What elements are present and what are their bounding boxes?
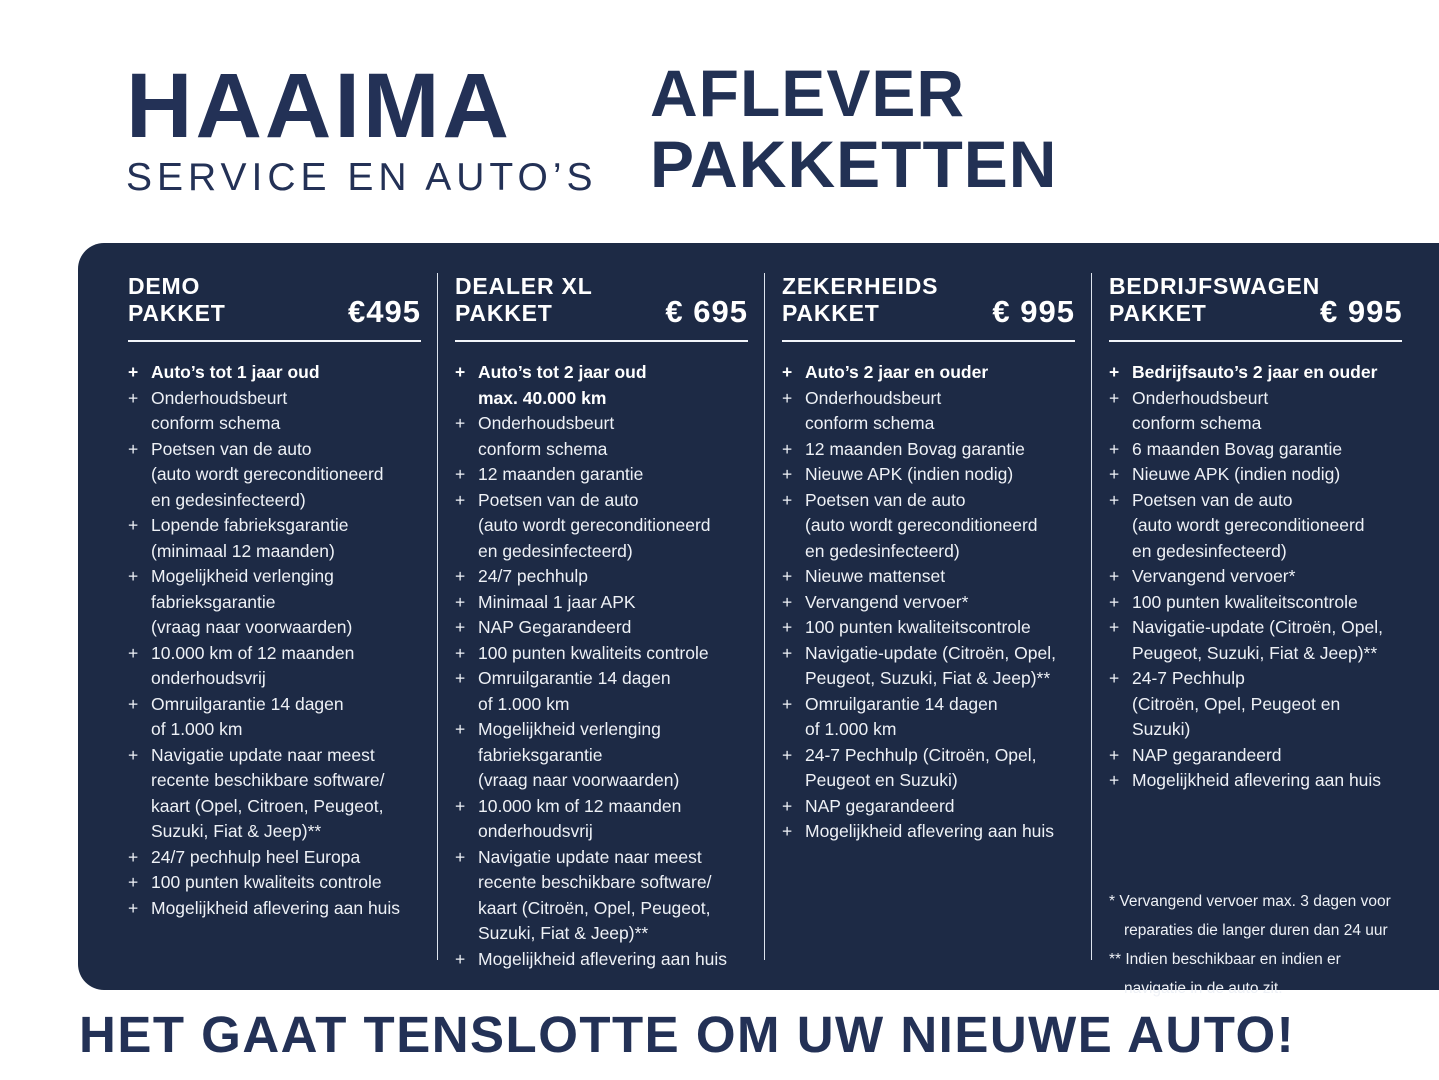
feature-item: + Navigatie-update (Citroën, Opel, Peugeot, Suzuki, Fiat & Jeep)** — [1109, 615, 1402, 666]
plus-bullet-icon: + — [782, 795, 793, 816]
package-title: ZEKERHEIDS PAKKET — [782, 273, 939, 326]
plus-bullet-icon: + — [455, 948, 466, 969]
feature-item: + Vervangend vervoer* — [1109, 564, 1402, 590]
package-columns — [128, 273, 1439, 997]
feature-item: + 100 punten kwaliteitscontrole — [1109, 590, 1402, 616]
plus-bullet-icon: + — [782, 387, 793, 408]
plus-bullet-icon: + — [782, 642, 793, 663]
plus-bullet-icon: + — [782, 464, 793, 484]
feature-item: + Mogelijkheid aflevering aan huis — [1109, 768, 1402, 794]
feature-item: + Auto’s 2 jaar en ouder — [782, 360, 1075, 386]
plus-bullet-icon: + — [1109, 438, 1120, 459]
plus-bullet-icon: + — [782, 489, 793, 510]
feature-item: + Auto’s tot 1 jaar oud — [128, 360, 421, 386]
plus-bullet-icon: + — [1109, 464, 1120, 484]
plus-bullet-icon: + — [128, 362, 139, 382]
feature-item: + Onderhoudsbeurt conform schema — [1109, 386, 1402, 437]
plus-bullet-icon: + — [455, 362, 466, 382]
feature-item: + Omruilgarantie 14 dagen of 1.000 km — [455, 666, 748, 717]
package-price: € 995 — [1320, 294, 1403, 329]
plus-bullet-icon: + — [455, 464, 466, 484]
feature-item: + Mogelijkheid verlenging fabrieksgarantie (vraag naar voorwaarden) — [128, 564, 421, 641]
feature-item: + Nieuwe APK (indien nodig) — [782, 462, 1075, 488]
plus-bullet-icon: + — [128, 642, 139, 663]
plus-bullet-icon: + — [782, 744, 793, 765]
package-title: BEDRIJFSWAGEN PAKKET — [1109, 273, 1321, 326]
feature-item: + Bedrijfsauto’s 2 jaar en ouder — [1109, 360, 1402, 386]
feature-item: + Vervangend vervoer* — [782, 590, 1075, 616]
plus-bullet-icon: + — [1109, 387, 1120, 408]
package-column — [764, 273, 1091, 960]
package-header — [782, 273, 1075, 327]
feature-item: + Onderhoudsbeurt conform schema — [455, 411, 748, 462]
package-price: €495 — [348, 294, 421, 329]
plus-bullet-icon: + — [1109, 617, 1120, 637]
page-title-line2: PAKKETTEN — [650, 127, 1058, 201]
plus-bullet-icon: + — [128, 387, 139, 408]
feature-item: + NAP gegarandeerd — [782, 794, 1075, 820]
package-header — [455, 273, 748, 327]
footnote-line: reparaties die langer duren dan 24 uur — [1124, 921, 1388, 939]
feature-item: + Lopende fabrieksgarantie (minimaal 12 maanden) — [128, 513, 421, 564]
feature-item: + 10.000 km of 12 maanden onderhoudsvrij — [455, 794, 748, 845]
package-column — [1091, 273, 1418, 997]
feature-item: + 100 punten kwaliteits controle — [128, 870, 421, 896]
feature-item: + Poetsen van de auto (auto wordt gereconditioneerd en gedesinfecteerd) — [782, 488, 1075, 565]
feature-item: + Mogelijkheid verlenging fabrieksgarantie (vraag naar voorwaarden) — [455, 717, 748, 794]
footnote-line: * Vervangend vervoer max. 3 dagen voor — [1109, 892, 1391, 910]
feature-item: + Onderhoudsbeurt conform schema — [128, 386, 421, 437]
package-header — [128, 273, 421, 327]
feature-item: + Omruilgarantie 14 dagen of 1.000 km — [128, 692, 421, 743]
feature-item: + Mogelijkheid aflevering aan huis — [782, 819, 1075, 845]
plus-bullet-icon: + — [128, 693, 139, 714]
feature-item: + NAP Gegarandeerd — [455, 615, 748, 641]
plus-bullet-icon: + — [128, 438, 139, 459]
feature-list — [1109, 360, 1402, 794]
plus-bullet-icon: + — [128, 846, 139, 867]
plus-bullet-icon: + — [455, 795, 466, 816]
package-column — [128, 273, 437, 960]
feature-item: + Minimaal 1 jaar APK — [455, 590, 748, 616]
plus-bullet-icon: + — [1109, 770, 1120, 790]
plus-bullet-icon: + — [1109, 362, 1120, 382]
feature-item: + Poetsen van de auto (auto wordt gereconditioneerd en gedesinfecteerd) — [455, 488, 748, 565]
package-header — [1109, 273, 1402, 327]
feature-list — [128, 360, 421, 921]
page-title-line1: AFLEVER — [650, 56, 966, 130]
plus-bullet-icon: + — [1109, 668, 1120, 688]
plus-bullet-icon: + — [782, 362, 793, 382]
plus-bullet-icon: + — [128, 515, 139, 535]
feature-item: + Poetsen van de auto (auto wordt gereconditioneerd en gedesinfecteerd) — [1109, 488, 1402, 565]
plus-bullet-icon: + — [1109, 566, 1120, 586]
plus-bullet-icon: + — [1109, 489, 1120, 510]
feature-item: + 100 punten kwaliteitscontrole — [782, 615, 1075, 641]
package-title: DEALER XL PAKKET — [455, 273, 593, 326]
plus-bullet-icon: + — [455, 413, 466, 433]
feature-item: + 24/7 pechhulp — [455, 564, 748, 590]
brand-subtitle: SERVICE EN AUTO’S — [126, 156, 598, 199]
plus-bullet-icon: + — [455, 489, 466, 510]
feature-item: + 12 maanden garantie — [455, 462, 748, 488]
page-title — [650, 58, 1057, 200]
feature-item: + Mogelijkheid aflevering aan huis — [128, 896, 421, 922]
feature-item: + Navigatie update naar meest recente beschikbare software/ kaart (Opel, Citroen, Peugeot, Suzuki, Fiat & Jeep)** — [128, 743, 421, 845]
plus-bullet-icon: + — [782, 566, 793, 586]
plus-bullet-icon: + — [782, 693, 793, 714]
package-price: € 995 — [992, 294, 1075, 329]
feature-item: + Onderhoudsbeurt conform schema — [782, 386, 1075, 437]
title-underline — [782, 340, 1075, 342]
plus-bullet-icon: + — [782, 591, 793, 612]
footnote-line: ** Indien beschikbaar en indien er — [1109, 950, 1341, 968]
feature-item: + 12 maanden Bovag garantie — [782, 437, 1075, 463]
plus-bullet-icon: + — [1109, 591, 1120, 612]
plus-bullet-icon: + — [128, 897, 139, 918]
feature-item: + Navigatie update naar meest recente beschikbare software/ kaart (Citroën, Opel, Peugeot, Suzuki, Fiat & Jeep)** — [455, 845, 748, 947]
tagline: HET GAAT TENSLOTTE OM UW NIEUWE AUTO! — [79, 1006, 1296, 1063]
title-underline — [128, 340, 421, 342]
feature-item: + NAP gegarandeerd — [1109, 743, 1402, 769]
plus-bullet-icon: + — [455, 617, 466, 637]
brand-name: HAAIMA — [126, 55, 512, 157]
package-column — [437, 273, 764, 969]
feature-item: + Poetsen van de auto (auto wordt gereconditioneerd en gedesinfecteerd) — [128, 437, 421, 514]
plus-bullet-icon: + — [455, 591, 466, 612]
plus-bullet-icon: + — [782, 617, 793, 637]
feature-list — [455, 360, 748, 972]
plus-bullet-icon: + — [455, 846, 466, 867]
feature-item: + Auto’s tot 2 jaar oud max. 40.000 km — [455, 360, 748, 411]
plus-bullet-icon: + — [128, 872, 139, 892]
plus-bullet-icon: + — [128, 744, 139, 765]
feature-item: + 24-7 Pechhulp (Citroën, Opel, Peugeot en Suzuki) — [1109, 666, 1402, 743]
feature-item: + 6 maanden Bovag garantie — [1109, 437, 1402, 463]
plus-bullet-icon: + — [1109, 744, 1120, 765]
plus-bullet-icon: + — [455, 719, 466, 739]
feature-item: + Navigatie-update (Citroën, Opel, Peugeot, Suzuki, Fiat & Jeep)** — [782, 641, 1075, 692]
footnotes — [1109, 887, 1402, 1003]
feature-item: + 24-7 Pechhulp (Citroën, Opel, Peugeot en Suzuki) — [782, 743, 1075, 794]
feature-item: + 24/7 pechhulp heel Europa — [128, 845, 421, 871]
plus-bullet-icon: + — [455, 668, 466, 688]
feature-item: + Nieuwe APK (indien nodig) — [1109, 462, 1402, 488]
feature-list — [782, 360, 1075, 845]
plus-bullet-icon: + — [455, 642, 466, 663]
plus-bullet-icon: + — [455, 566, 466, 586]
package-title: DEMO PAKKET — [128, 273, 226, 326]
feature-item: + Mogelijkheid aflevering aan huis — [455, 947, 748, 973]
packages-panel — [78, 243, 1439, 997]
feature-item: + Omruilgarantie 14 dagen of 1.000 km — [782, 692, 1075, 743]
brand-logo — [126, 55, 598, 200]
footnote-line: navigatie in de auto zit. — [1124, 979, 1283, 997]
title-underline — [1109, 340, 1402, 342]
plus-bullet-icon: + — [128, 566, 139, 586]
title-underline — [455, 340, 748, 342]
feature-item: + 10.000 km of 12 maanden onderhoudsvrij — [128, 641, 421, 692]
package-price: € 695 — [665, 294, 748, 329]
plus-bullet-icon: + — [782, 821, 793, 841]
feature-item: + Nieuwe mattenset — [782, 564, 1075, 590]
plus-bullet-icon: + — [782, 438, 793, 459]
feature-item: + 100 punten kwaliteits controle — [455, 641, 748, 667]
